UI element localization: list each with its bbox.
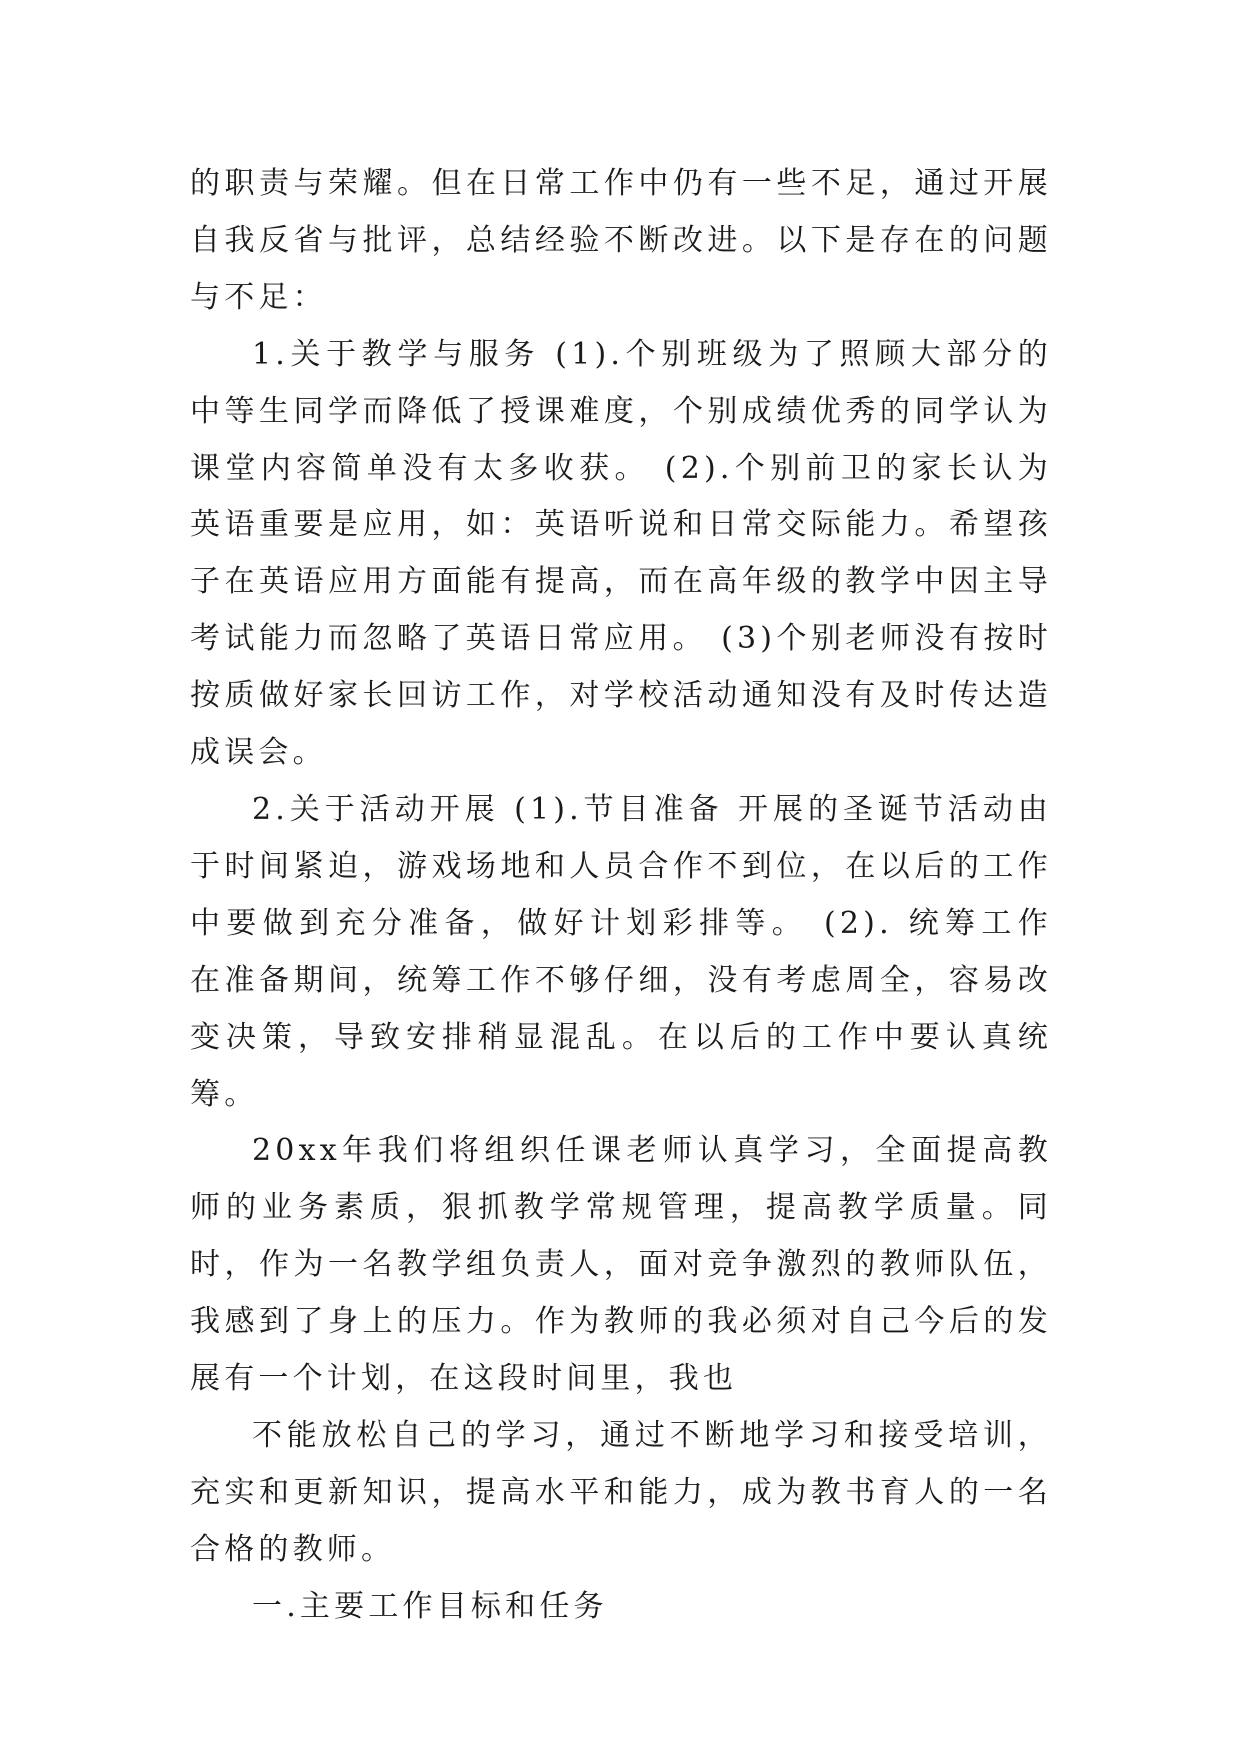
document-body — [190, 156, 1052, 1636]
section-heading-goals: 一.主要工作目标和任务 — [252, 1588, 608, 1624]
paragraph-self-study: 不能放松自己的学习，通过不断地学习和接受培训，充实和更新知识，提高水平和能力，成为教书育人的一名合格的教师。 — [190, 1417, 1052, 1567]
paragraph-activities: 2.关于活动开展 (1).节目准备 开展的圣诞节活动由于时间紧迫，游戏场地和人员合作不到位，在以后的工作中要做到充分准备，做好计划彩排等。 (2). 统筹工作 在准备期间，统筹工作不够仔细，没有考虑周全，容易改变决策，导致安排稍显混乱。在以后的工作中要认真统筹。 — [190, 791, 1052, 1112]
paragraph-teaching-and-service: 1.关于教学与服务 (1).个别班级为了照顾大部分的中等生同学而降低了授课难度，个别成绩优秀的同学认为课堂内容简单没有太多收获。 (2).个别前卫的家长认为英语重要是应用，如：英语听说和日常交际能力。希望孩子在英语应用方面能有提高，而在高年级的教学中因主导考试能力而忽略了英语日常应用。 (3)个别老师没有按时按质做好家长回访工作，对学校活动通知没有及时传达造成误会。 — [190, 336, 1052, 771]
paragraph-plan: 20xx年我们将组织任课老师认真学习，全面提高教师的业务素质，狠抓教学常规管理，提高教学质量。同时，作为一名教学组负责人，面对竞争激烈的教师队伍，我感到了身上的压力。作为教师的我必须对自己今后的发展有一个计划，在这段时间里，我也 — [190, 1133, 1052, 1397]
paragraph-intro-continuation: 的职责与荣耀。但在日常工作中仍有一些不足，通过开展自我反省与批评，总结经验不断改进。以下是存在的问题与不足： — [190, 166, 1052, 315]
